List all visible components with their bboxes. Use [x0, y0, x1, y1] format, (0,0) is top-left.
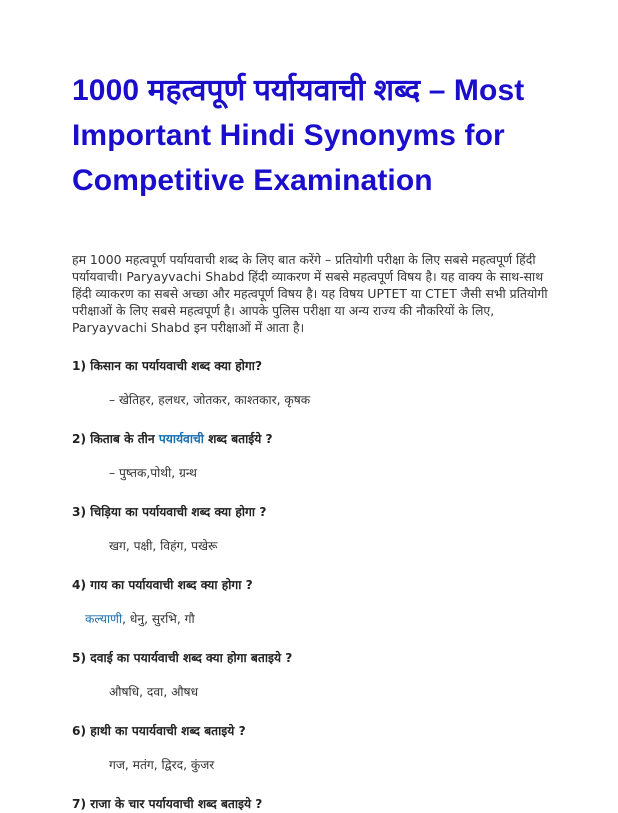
- answer-6: गज, मतंग, द्विरद, कुंजर: [109, 758, 215, 772]
- question-1: 1) किसान का पर्यायवाची शब्द क्या होगा?: [72, 359, 263, 373]
- question-6: 6) हाथी का पयार्यवाची शब्द बताइये ?: [72, 724, 246, 738]
- answer-4: [72, 611, 548, 628]
- kalyani-link[interactable]: कल्याणी: [85, 612, 123, 626]
- question-2: [72, 431, 548, 448]
- intro-paragraph: हम 1000 महत्वपूर्ण पर्यायवाची शब्द के लिए बात करेंगे – प्रतियोगी परीक्षा के लिए सबसे महत्वपूर्ण हिंदी पर्यायवाची। Paryayvachi Shabd हिंदी व्याकरण में सबसे महत्वपूर्ण विषय है। यह वाक्य के साथ-साथ हिंदी व्याकरण का सबसे अच्छा और महत्वपूर्ण विषय है। यह विषय UPTET या CTET जैसी सभी प्रतियोगी परीक्षाओं के लिए सबसे महत्वपूर्ण है। आपके पुलिस परीक्षा या अन्य राज्य की नौकरियों के लिए, Paryayvachi Shabd इन परीक्षाओं में आता है।: [72, 252, 548, 335]
- question-4: 4) गाय का पर्यायवाची शब्द क्या होगा ?: [72, 578, 253, 592]
- question-2-text-end: शब्द बताईये ?: [203, 432, 273, 446]
- question-3: 3) चिड़िया का पर्यायवाची शब्द क्या होगा ?: [72, 505, 267, 519]
- page-title: 1000 महत्वपूर्ण पर्यायवाची शब्द – Most Important Hindi Synonyms for Competitive Examination: [72, 74, 525, 197]
- question-5: 5) दवाई का पयार्यवाची शब्द क्या होगा बताइये ?: [72, 651, 293, 665]
- question-2-text-start: 2) किताब के तीन: [72, 432, 159, 446]
- synonym-link[interactable]: पयार्यवाची: [158, 432, 204, 446]
- answer-2: – पुष्तक,पोथी, ग्रन्थ: [109, 466, 197, 480]
- answer-3: खग, पक्षी, विहंग, पखेरू: [109, 539, 218, 553]
- answer-5: औषधि, दवा, औषध: [109, 685, 199, 699]
- answer-4-rest: , धेनु, सुरभि, गौ: [122, 612, 195, 626]
- question-7: 7) राजा के चार पर्यायवाची शब्द बताइये ?: [72, 797, 263, 811]
- answer-1: – खेतिहर, हलधर, जोतकर, काश्तकार, कृषक: [109, 393, 311, 407]
